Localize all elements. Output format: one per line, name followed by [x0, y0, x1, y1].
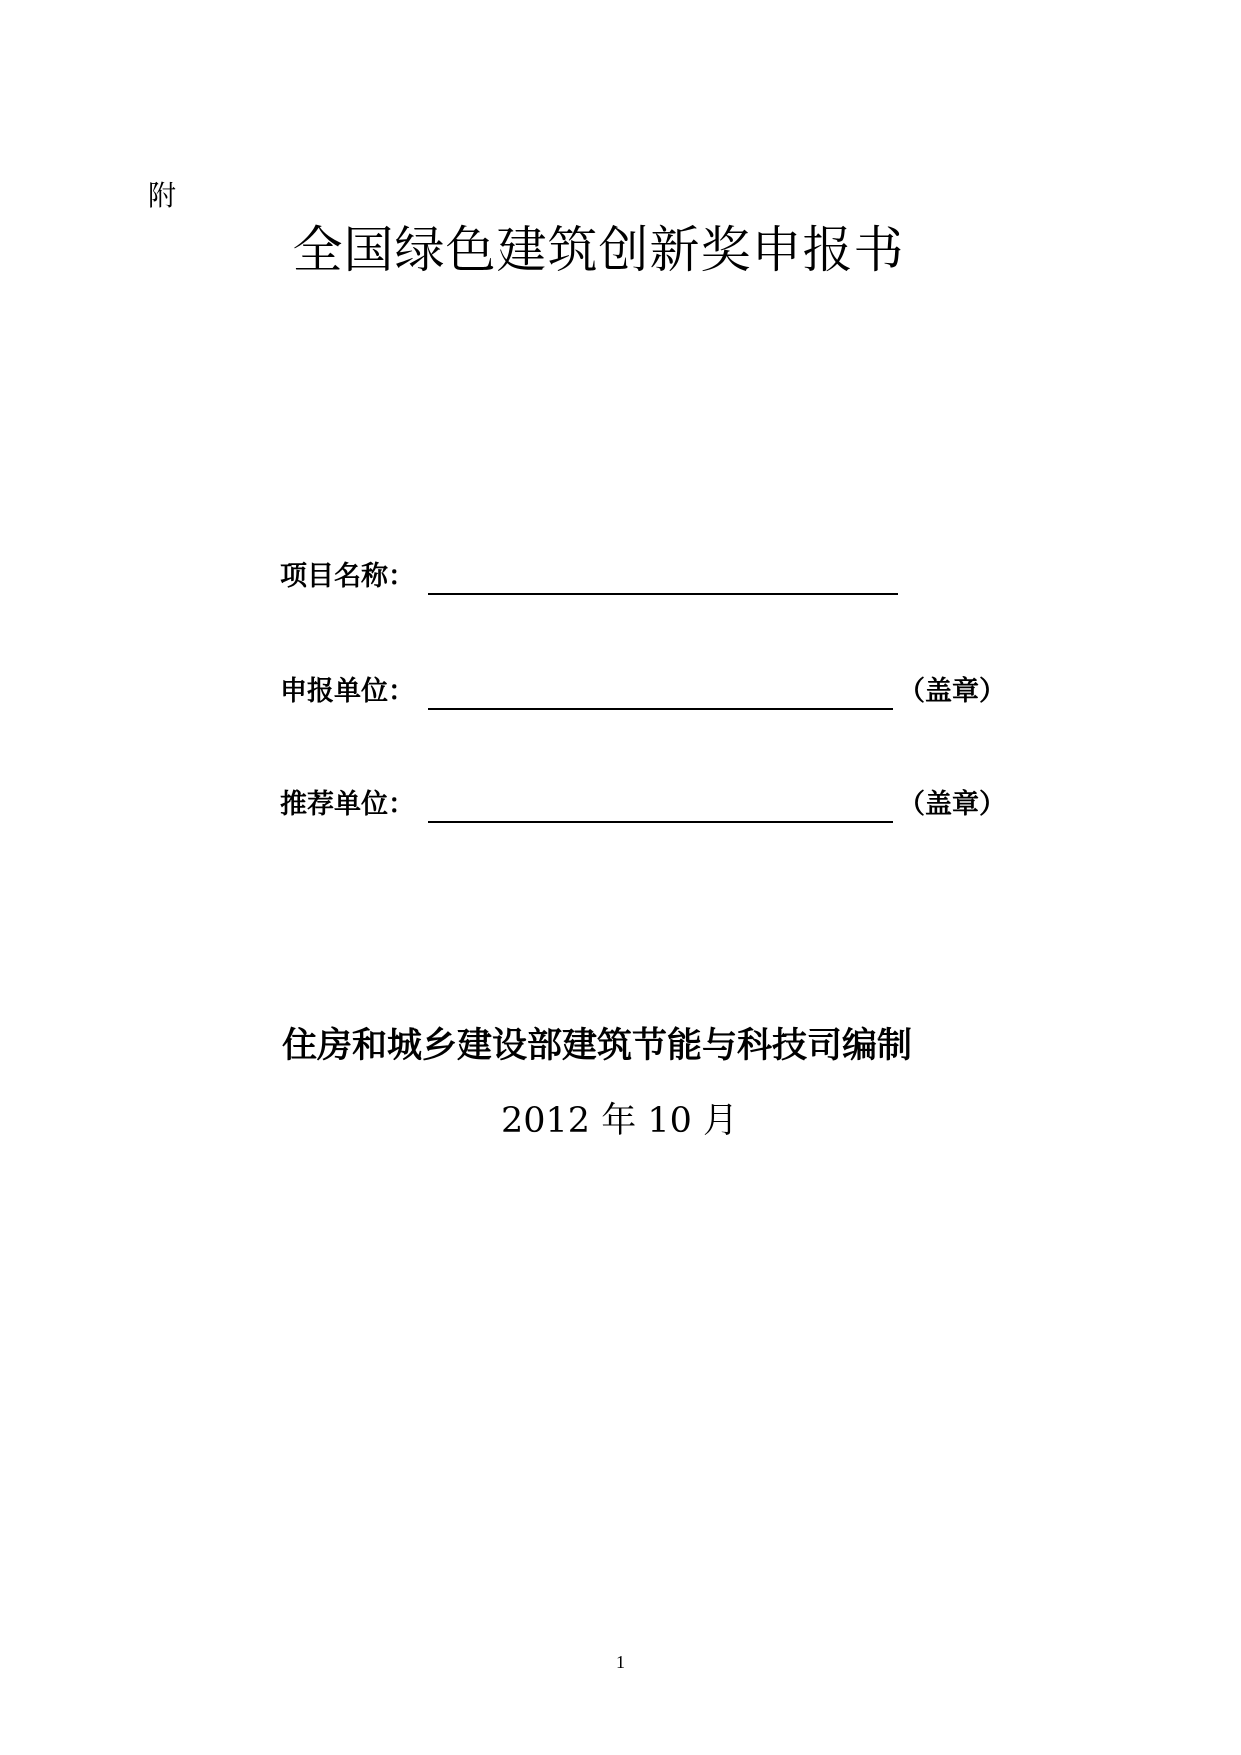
compiler-line: 住房和城乡建设部建筑节能与科技司编制	[282, 1026, 913, 1066]
document-title	[0, 218, 1241, 282]
field-row-project-name	[280, 555, 1040, 599]
recommending-unit-label: 推荐单位：	[280, 789, 415, 820]
field-row-recommending-unit	[280, 783, 1040, 827]
recommending-unit-field[interactable]	[428, 821, 893, 823]
recommending-unit-seal-note: （盖章）	[898, 789, 1006, 820]
applicant-unit-label: 申报单位：	[280, 676, 415, 707]
applicant-unit-field[interactable]	[428, 708, 893, 710]
compile-date	[0, 1097, 1241, 1145]
applicant-unit-seal-note: （盖章）	[898, 676, 1006, 707]
compile-date-text: 2012 年 10 月	[501, 1101, 738, 1141]
field-row-applicant-unit	[280, 670, 1040, 714]
project-name-field[interactable]	[428, 593, 898, 595]
project-name-label: 项目名称：	[280, 561, 415, 592]
appendix-mark: 附	[148, 179, 177, 212]
page-number: 1	[616, 1652, 625, 1672]
document-title-text: 全国绿色建筑创新奖申报书	[292, 221, 905, 279]
